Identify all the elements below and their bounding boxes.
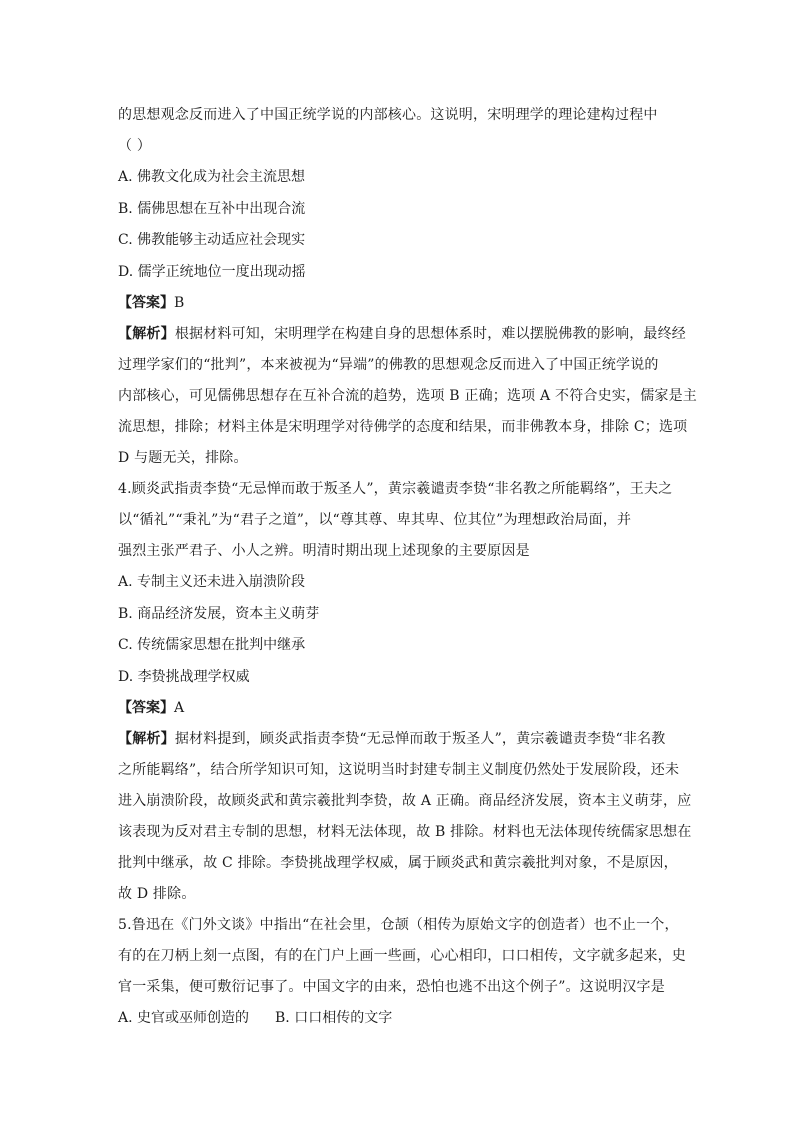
analysis-line: 过理学家们的“批判”，本来被视为“异端”的佛教的思想观念反而进入了中国正统学说的 xyxy=(118,357,659,373)
analysis-line: 之所能羁络”，结合所学知识可知，这说明当时封建专制主义制度仍然处于发展阶段，还未 xyxy=(118,762,680,778)
answer-blank: （ ） xyxy=(118,138,152,154)
stem-line: 有的在刀柄上刻一点图，有的在门户上画一些画，心心相印，口口相传，文字就多起来，史 xyxy=(118,948,686,964)
question-3-option-b: B. 儒佛思想在互补中出现合流 xyxy=(118,200,306,217)
question-5-option-a: A. 史官或巫师创造的 xyxy=(118,1010,250,1026)
question-3-stem-line: 的思想观念反而进入了中国正统学说的内部核心。这说明，宋明理学的理论建构过程中 xyxy=(118,107,658,123)
question-5-option-b: B. 口口相传的文字 xyxy=(275,1010,393,1026)
analysis-line: 流思想，排除；材料主体是宋明理学对待佛学的态度和结果，而非佛教本身，排除 C；选项 xyxy=(118,419,688,435)
answer-tag: 【答案】 xyxy=(118,700,174,716)
analysis-tag: 【解析】 xyxy=(118,731,175,747)
question-4-option-d: D. 李贽挑战理学权威 xyxy=(118,668,250,685)
analysis-tag: 【解析】 xyxy=(118,326,175,342)
answer-tag: 【答案】 xyxy=(118,295,174,311)
analysis-line: 进入崩溃阶段，故顾炎武和黄宗羲批判李贽，故 A 正确。商品经济发展，资本主义萌芽，应 xyxy=(118,793,692,809)
question-5-section xyxy=(118,910,686,1035)
question-5-options xyxy=(118,1003,678,1035)
analysis-line xyxy=(118,319,687,350)
analysis-line: 该表现为反对君主专制的思想，材料无法体现，故 B 排除。材料也无法体现传统儒家思想在 xyxy=(118,824,692,840)
answer-value: A xyxy=(174,700,185,716)
question-4-section xyxy=(118,474,692,910)
question-3-section xyxy=(118,100,697,474)
document-page xyxy=(118,100,697,1035)
question-4-stem xyxy=(118,474,678,567)
stem-line: 强烈主张严君子、小人之辨。明清时期出现上述现象的主要原因是 xyxy=(118,543,530,559)
analysis-text: 据材料提到，顾炎武指责李贽“无忌惮而敢于叛圣人”，黄宗羲谴责李贽“非名教 xyxy=(174,731,666,747)
question-4-option-c: C. 传统儒家思想在批判中继承 xyxy=(118,637,306,653)
analysis-line: 故 D 排除。 xyxy=(118,886,196,902)
question-5-stem xyxy=(118,910,686,1003)
question-4-answer xyxy=(118,693,678,724)
question-3-analysis xyxy=(118,319,697,474)
stem-line: 5.鲁迅在《门外文谈》中指出“在社会里，仓颉（相传为原始文字的创造者）也不止一个， xyxy=(118,917,679,933)
question-4-option-b: B. 商品经济发展，资本主义萌芽 xyxy=(118,605,320,622)
answer-value: B xyxy=(174,295,185,311)
analysis-line: 批判中继承，故 C 排除。李贽挑战理学权威，属于顾炎武和黄宗羲批判对象，不是原因， xyxy=(118,855,678,871)
question-4-option-a: A. 专制主义还未进入崩溃阶段 xyxy=(118,574,306,590)
question-3-option-c: C. 佛教能够主动适应社会现实 xyxy=(118,232,306,248)
question-3-option-a: A. 佛教文化成为社会主流思想 xyxy=(118,169,306,185)
analysis-line: D 与题无关，排除。 xyxy=(118,450,248,466)
analysis-line: 内部核心，可见儒佛思想存在互补合流的趋势，选项 B 正确；选项 A 不符合史实，儒家是主 xyxy=(118,388,697,404)
analysis-line xyxy=(118,724,678,755)
question-3-option-d: D. 儒学正统地位一度出现动摇 xyxy=(118,263,306,280)
question-4-analysis xyxy=(118,724,692,910)
stem-line: 4.顾炎武指责李贽“无忌惮而敢于叛圣人”，黄宗羲谴责李贽“非名教之所能羁络”，王夫之 xyxy=(118,481,673,497)
stem-line: 以“循礼”“秉礼”为“君子之道”，以“尊其尊、卑其卑、位其位”为理想政治局面，并 xyxy=(118,512,632,528)
analysis-text: 根据材料可知，宋明理学在构建自身的思想体系时，难以摆脱佛教的影响，最终经 xyxy=(174,326,687,342)
stem-line: 官一采集，便可敷衍记事了。中国文字的由来，恐怕也逃不出这个例子”。这说明汉字是 xyxy=(118,979,665,995)
question-3-answer xyxy=(118,288,678,319)
